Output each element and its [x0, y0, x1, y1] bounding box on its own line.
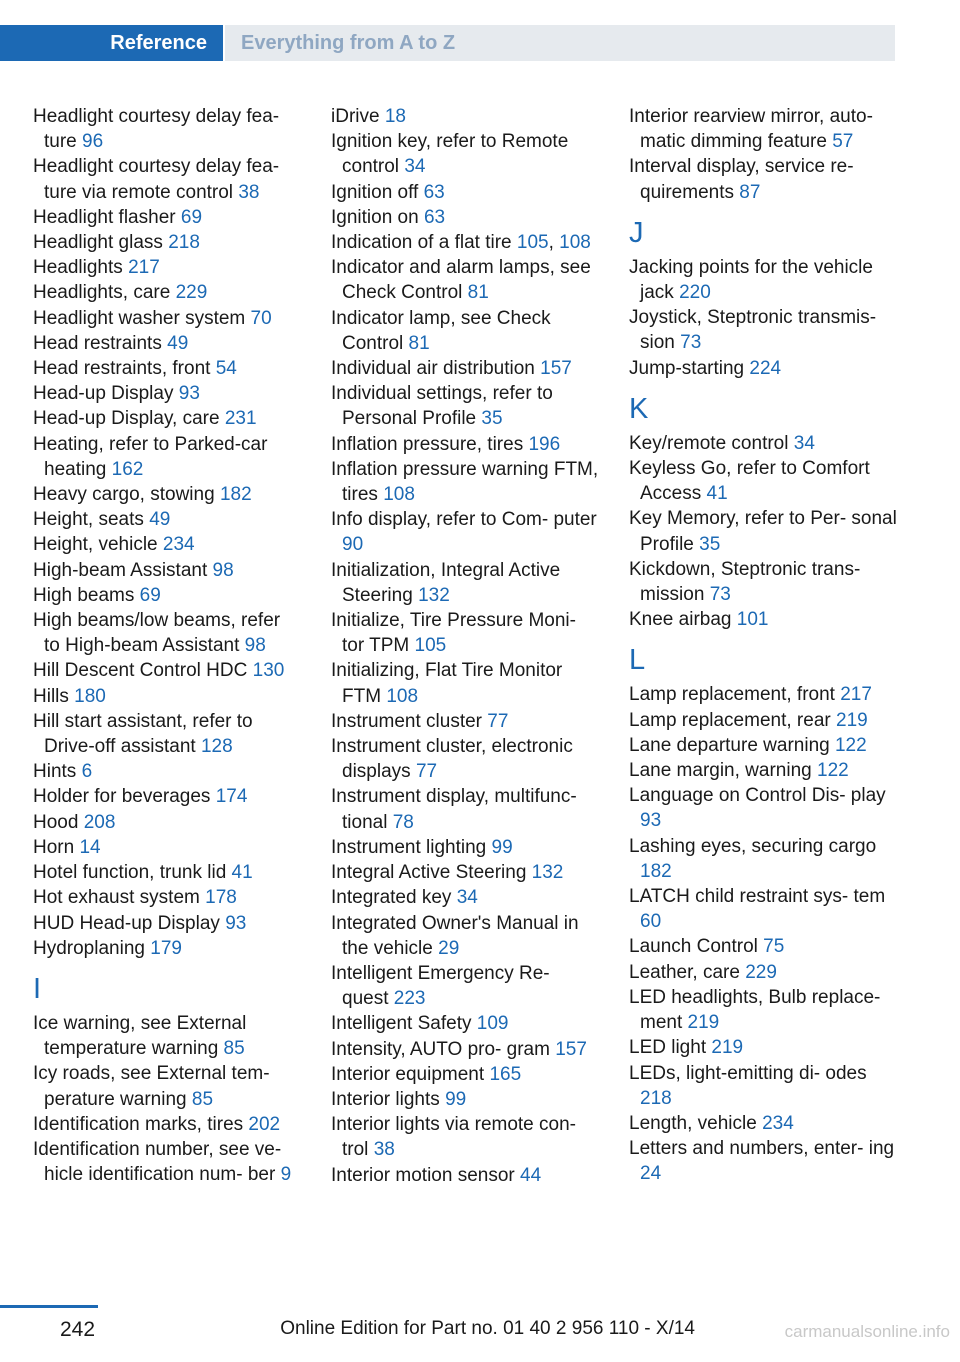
- index-entry: [331, 381, 599, 431]
- index-entry-text: Headlight glass: [33, 232, 163, 254]
- index-entry-text: Ignition off: [331, 181, 419, 203]
- page-link[interactable]: 24: [640, 1163, 662, 1185]
- index-entry: [331, 457, 599, 507]
- page-link[interactable]: 78: [392, 811, 414, 833]
- page-link[interactable]: 93: [225, 912, 247, 934]
- page-link[interactable]: 63: [423, 206, 446, 228]
- page-link[interactable]: 101: [736, 609, 769, 631]
- index-letter-heading: I: [33, 972, 42, 1005]
- page-link[interactable]: 108: [386, 685, 419, 707]
- index-entry: [629, 682, 897, 707]
- page-link[interactable]: 162: [111, 458, 144, 480]
- index-entry-text: Inflation pressure, tires: [331, 433, 524, 455]
- index-entry-text: Language on Control Dis- play: [629, 785, 886, 807]
- index-entry: [33, 1061, 301, 1111]
- index-entry: [331, 205, 599, 230]
- page-link[interactable]: 85: [191, 1088, 214, 1110]
- page-link[interactable]: 57: [832, 131, 854, 153]
- page-link[interactable]: 182: [219, 484, 252, 506]
- index-entry-text: LED headlights, Bulb replace- ment: [629, 986, 881, 1034]
- index-entry-text: Heating, refer to Parked-car heating: [33, 433, 268, 480]
- index-entry-text: Intelligent Safety: [331, 1013, 472, 1035]
- page-link[interactable]: 218: [640, 1087, 672, 1109]
- index-entry-text: Hotel function, trunk lid: [33, 862, 227, 884]
- index-entry-text: Instrument cluster: [331, 710, 482, 732]
- index-entry-text: Instrument display, multifunc- tional: [331, 786, 577, 833]
- index-entry-text: Keyless Go, refer to Comfort Access: [629, 458, 870, 505]
- index-entry-text: Height, seats: [33, 509, 144, 531]
- index-entry-text: Hydroplaning: [33, 937, 145, 959]
- index-entry: [629, 1136, 897, 1186]
- index-entry: [629, 154, 897, 204]
- index-column-3: [629, 104, 897, 1187]
- page-link[interactable]: 108: [559, 232, 591, 254]
- index-entry: [331, 356, 599, 381]
- page-link[interactable]: 77: [487, 710, 509, 732]
- index-entry-text: iDrive: [331, 106, 380, 127]
- index-entry: [331, 306, 599, 356]
- index-entry: [33, 835, 301, 860]
- index-entry: [33, 885, 301, 910]
- page-link[interactable]: 35: [481, 408, 503, 430]
- index-entry-text: Jacking points for the vehicle jack: [629, 256, 873, 304]
- page-link[interactable]: 128: [200, 736, 233, 758]
- index-entry-text: Intensity, AUTO pro- gram: [331, 1038, 550, 1060]
- index-entry-text: Interior lights via remote con- trol: [331, 1114, 576, 1161]
- page-link[interactable]: 105: [414, 635, 447, 657]
- index-entry-text: Heavy cargo, stowing: [33, 484, 215, 506]
- index-entry: [629, 104, 897, 154]
- index-entry-text: Holder for beverages: [33, 786, 211, 808]
- page-link[interactable]: 219: [687, 1012, 720, 1034]
- footer-rule: [0, 1305, 98, 1308]
- page-link[interactable]: 218: [168, 232, 200, 254]
- page-link[interactable]: 178: [205, 887, 237, 909]
- page-link[interactable]: 234: [162, 534, 195, 556]
- page-link[interactable]: 29: [438, 937, 460, 959]
- index-entry: [33, 1011, 301, 1061]
- page-link[interactable]: 41: [706, 483, 728, 505]
- index-entry: [629, 960, 897, 985]
- page-link[interactable]: 220: [679, 282, 711, 304]
- index-entry-text: Ignition key, refer to Remote control: [331, 131, 569, 178]
- page-link[interactable]: 132: [418, 584, 450, 606]
- index-entry: [33, 255, 301, 280]
- page-link[interactable]: 69: [139, 584, 161, 606]
- index-entry-text: Hills: [33, 685, 69, 707]
- index-entry: [33, 1112, 301, 1137]
- index-entry-text: Lashing eyes, securing cargo: [629, 835, 877, 857]
- index-entry: [331, 1011, 599, 1036]
- page-link[interactable]: 105: [516, 232, 549, 254]
- index-entry: [629, 708, 897, 733]
- edition-note: Online Edition for Part no. 01 40 2 956 110 - X/14: [280, 1318, 695, 1339]
- page-link[interactable]: 63: [423, 181, 445, 203]
- index-entry-text: High beams: [33, 584, 135, 606]
- page-link[interactable]: 122: [834, 734, 867, 756]
- index-entry: [331, 608, 599, 658]
- index-entry-text: Intelligent Emergency Re- quest: [331, 962, 550, 1010]
- index-entry: [331, 1163, 599, 1188]
- index-entry: [629, 758, 897, 783]
- header-bar: [0, 25, 895, 61]
- index-column-1: [33, 104, 301, 1187]
- index-entry-text: Lane margin, warning: [629, 760, 812, 782]
- page-link[interactable]: 196: [528, 433, 561, 455]
- index-entry-text: Lamp replacement, front: [629, 684, 835, 706]
- index-entry: [629, 356, 897, 381]
- index-entry: [331, 104, 599, 129]
- page-link[interactable]: 81: [408, 332, 430, 354]
- index-entry-text: Interior equipment: [331, 1063, 485, 1085]
- page-link[interactable]: 223: [393, 988, 426, 1010]
- index-entry-text: Integrated Owner's Manual in the vehicle: [331, 912, 579, 959]
- index-entry: [331, 180, 599, 205]
- index-entry-text: Hood: [33, 811, 79, 833]
- index-entry: [33, 532, 301, 557]
- index-entry-text: Interval display, service re- quirements: [629, 156, 854, 203]
- page-link[interactable]: 217: [840, 684, 872, 706]
- index-entry-text: Lane departure warning: [629, 734, 830, 756]
- page-link[interactable]: 219: [836, 709, 868, 731]
- index-entry: [33, 759, 301, 784]
- index-entry-text: Hill Descent Control HDC: [33, 660, 248, 682]
- index-entry: [629, 305, 897, 355]
- index-entry-text: Horn: [33, 836, 75, 858]
- index-entry: [629, 884, 897, 934]
- index-entry-text: Identification number, see ve- hicle identification num- ber: [33, 1138, 282, 1186]
- index-entry-text: Headlight courtesy delay fea- ture via remote control: [33, 156, 280, 203]
- page-link[interactable]: 49: [149, 509, 171, 531]
- page-link[interactable]: 231: [224, 408, 257, 430]
- index-entry: [629, 456, 897, 506]
- page-link[interactable]: 34: [404, 156, 426, 178]
- page-link[interactable]: 93: [178, 383, 200, 405]
- index-entry: [33, 608, 301, 658]
- index-entry: [331, 129, 599, 179]
- page-link[interactable]: 14: [79, 836, 101, 858]
- index-entry: [33, 482, 301, 507]
- index-entry: [33, 406, 301, 431]
- index-entry-text: Hill start assistant, refer to Drive-off assistant: [33, 710, 253, 758]
- index-entry: [331, 230, 599, 255]
- page-link[interactable]: 219: [711, 1037, 744, 1059]
- page-link[interactable]: 130: [252, 660, 285, 682]
- page-link[interactable]: 229: [175, 282, 208, 304]
- index-entry-text: Instrument lighting: [331, 836, 487, 858]
- watermark: carmanualsonline.info: [784, 1322, 950, 1341]
- index-entry-text: Hot exhaust system: [33, 887, 200, 909]
- page-link[interactable]: 98: [212, 559, 234, 581]
- page-link[interactable]: 229: [745, 961, 777, 983]
- index-entry: [33, 104, 301, 154]
- index-entry-text: Knee airbag: [629, 609, 732, 631]
- page-link[interactable]: 41: [231, 862, 253, 884]
- index-entry-text: Integral Active Steering: [331, 862, 527, 884]
- index-entry: [629, 557, 897, 607]
- index-entry-text: Head-up Display: [33, 383, 174, 405]
- page-link[interactable]: 18: [384, 106, 406, 127]
- index-letter-heading: J: [629, 216, 644, 249]
- index-entry: [331, 961, 599, 1011]
- page-link[interactable]: 132: [531, 862, 564, 884]
- index-entry-text: Inflation pressure warning FTM, tires: [331, 458, 599, 506]
- page-separator: ,: [548, 232, 560, 254]
- page-link[interactable]: 34: [793, 432, 815, 454]
- index-entry-text: Initialize, Tire Pressure Moni- tor TPM: [331, 610, 576, 657]
- page-link[interactable]: 96: [82, 131, 104, 153]
- page-link[interactable]: 35: [699, 533, 721, 555]
- index-entry-text: Jump-starting: [629, 357, 745, 379]
- index-entry-text: Initialization, Integral Active Steering: [331, 559, 561, 606]
- index-entry: [629, 834, 897, 884]
- page-link[interactable]: 49: [167, 332, 189, 354]
- index-entry-text: Ice warning, see External temperature warning: [33, 1012, 247, 1060]
- page-link[interactable]: 60: [640, 911, 662, 933]
- index-entry-text: HUD Head-up Display: [33, 912, 220, 934]
- index-entry-text: Headlights, care: [33, 282, 171, 304]
- index-entry: [33, 306, 301, 331]
- index-entry: [331, 507, 599, 557]
- index-entry-text: Ignition on: [331, 206, 419, 228]
- page-link[interactable]: 165: [489, 1063, 522, 1085]
- index-entry: [33, 784, 301, 809]
- index-entry: [331, 432, 599, 457]
- page-link[interactable]: 99: [491, 836, 513, 858]
- index-entry-text: Headlights: [33, 257, 123, 279]
- page-link[interactable]: 234: [762, 1112, 794, 1134]
- page-link[interactable]: 54: [215, 358, 237, 380]
- index-entry-text: Headlight courtesy delay fea- ture: [33, 106, 280, 153]
- index-entry-text: Interior motion sensor: [331, 1164, 515, 1186]
- index-entry: [331, 885, 599, 910]
- page-link[interactable]: 157: [540, 358, 572, 380]
- page-link[interactable]: 34: [456, 887, 478, 909]
- page-link[interactable]: 174: [215, 786, 248, 808]
- index-entry: [331, 1062, 599, 1087]
- index-entry-text: Headlight flasher: [33, 206, 176, 228]
- page-link[interactable]: 73: [680, 332, 702, 354]
- page-number: 242: [60, 1318, 96, 1341]
- index-entry-text: Hints: [33, 761, 77, 783]
- index-entry: [33, 507, 301, 532]
- index-entry-text: LEDs, light-emitting di- odes: [629, 1062, 867, 1084]
- page-link[interactable]: 180: [74, 685, 106, 707]
- page-link[interactable]: 81: [467, 282, 489, 304]
- index-entry: [331, 658, 599, 708]
- page-link[interactable]: 38: [373, 1139, 395, 1161]
- page-link[interactable]: 85: [223, 1038, 245, 1060]
- page-link[interactable]: 90: [342, 534, 364, 556]
- index-entry-text: High beams/low beams, refer to High-beam Assistant: [33, 610, 281, 657]
- index-entry-text: Instrument cluster, electronic displays: [331, 736, 573, 783]
- index-entry-text: Key/remote control: [629, 432, 789, 454]
- index-entry: [331, 709, 599, 734]
- page-link[interactable]: 93: [640, 810, 662, 832]
- page-link[interactable]: 208: [83, 811, 116, 833]
- index-entry: [629, 783, 897, 833]
- index-entry-text: Launch Control: [629, 936, 758, 958]
- subsection-tab[interactable]: Everything from A to Z: [225, 25, 895, 61]
- page-link[interactable]: 202: [248, 1113, 281, 1135]
- index-entry-text: Interior lights: [331, 1088, 440, 1110]
- index-entry-text: Length, vehicle: [629, 1112, 757, 1134]
- index-entry-text: Indicator lamp, see Check Control: [331, 307, 551, 354]
- index-entry: [629, 255, 897, 305]
- index-entry: [629, 733, 897, 758]
- index-letter-heading: K: [629, 392, 649, 425]
- page-link[interactable]: 179: [150, 937, 182, 959]
- page-link[interactable]: 73: [709, 584, 731, 606]
- page-link[interactable]: 44: [520, 1164, 542, 1186]
- index-entry: [33, 205, 301, 230]
- index-entry: [331, 1112, 599, 1162]
- index-entry-text: Individual air distribution: [331, 358, 535, 380]
- index-entry-text: Head-up Display, care: [33, 408, 220, 430]
- index-entry-text: Height, vehicle: [33, 534, 158, 556]
- section-tab[interactable]: Reference: [0, 25, 223, 61]
- index-entry-text: Head restraints, front: [33, 358, 211, 380]
- index-entry: [331, 860, 599, 885]
- page-link[interactable]: 6: [81, 761, 93, 783]
- page-link[interactable]: 182: [640, 860, 672, 882]
- index-entry-text: Letters and numbers, enter- ing: [629, 1138, 895, 1160]
- index-entry: [33, 331, 301, 356]
- index-entry: [33, 583, 301, 608]
- index-entry: [33, 658, 301, 683]
- index-entry-text: Initializing, Flat Tire Monitor FTM: [331, 660, 563, 707]
- index-entry-text: Joystick, Steptronic transmis- sion: [629, 307, 877, 354]
- index-entry: [33, 230, 301, 255]
- index-entry: [331, 1087, 599, 1112]
- index-entry-text: Identification marks, tires: [33, 1113, 244, 1135]
- index-entry-text: LED light: [629, 1037, 707, 1059]
- index-entry: [33, 154, 301, 204]
- index-entry: [33, 558, 301, 583]
- index-entry: [33, 356, 301, 381]
- index-entry: [331, 911, 599, 961]
- page-link[interactable]: 75: [763, 936, 785, 958]
- index-entry-text: LATCH child restraint sys- tem: [629, 886, 886, 908]
- index-entry: [33, 911, 301, 936]
- page-link[interactable]: 77: [415, 761, 438, 783]
- index-entry: [629, 934, 897, 959]
- page-link[interactable]: 217: [128, 257, 160, 279]
- index-entry-text: High-beam Assistant: [33, 559, 208, 581]
- index-entry: [33, 810, 301, 835]
- index-entry-text: Integrated key: [331, 887, 452, 909]
- index-letter-heading: L: [629, 644, 646, 677]
- page-link[interactable]: 224: [749, 357, 782, 379]
- index-entry: [331, 784, 599, 834]
- index-entry-text: Individual settings, refer to Personal Profile: [331, 383, 553, 430]
- index-entry: [33, 1137, 301, 1187]
- index-entry: [629, 506, 897, 556]
- index-column-2: [331, 104, 599, 1188]
- index-entry: [331, 734, 599, 784]
- index-entry: [331, 835, 599, 860]
- index-entry-text: Leather, care: [629, 961, 740, 983]
- index-entry: [629, 431, 897, 456]
- index-entry-text: Indicator and alarm lamps, see Check Control: [331, 257, 591, 304]
- index-entry-text: Info display, refer to Com- puter: [331, 509, 597, 531]
- index-entry: [331, 255, 599, 305]
- index-entry-text: Head restraints: [33, 332, 162, 354]
- index-entry: [33, 709, 301, 759]
- page-link[interactable]: 122: [817, 760, 849, 782]
- page-link[interactable]: 38: [238, 181, 260, 203]
- index-entry: [33, 432, 301, 482]
- index-entry: [33, 684, 301, 709]
- index-entry-text: Interior rearview mirror, auto- matic dimming feature: [629, 106, 873, 153]
- index-entry: [629, 1111, 897, 1136]
- page-link[interactable]: 99: [445, 1088, 467, 1110]
- index-entry: [33, 381, 301, 406]
- page-link[interactable]: 9: [280, 1164, 292, 1186]
- page-link[interactable]: 69: [180, 206, 203, 228]
- index-entry-text: Icy roads, see External tem- perature warning: [33, 1063, 270, 1110]
- index-entry-text: Lamp replacement, rear: [629, 709, 831, 731]
- index-entry: [629, 985, 897, 1035]
- page-link[interactable]: 109: [476, 1013, 509, 1035]
- index-entry-text: Indication of a flat tire: [331, 232, 512, 254]
- index-entry: [629, 1035, 897, 1060]
- page-link[interactable]: 157: [555, 1038, 587, 1060]
- page-link[interactable]: 70: [250, 307, 272, 329]
- index-entry-text: Key Memory, refer to Per- sonal Profile: [629, 508, 897, 555]
- page-link[interactable]: 87: [739, 181, 761, 203]
- index-entry: [33, 936, 301, 961]
- index-entry: [629, 1061, 897, 1111]
- index-entry-text: Headlight washer system: [33, 307, 246, 329]
- page-link[interactable]: 108: [383, 484, 415, 506]
- index-entry-text: Kickdown, Steptronic trans- mission: [629, 558, 861, 606]
- index-entry: [331, 558, 599, 608]
- index-entry: [331, 1037, 599, 1062]
- index-entry: [33, 280, 301, 305]
- index-entry: [629, 607, 897, 632]
- index-entry: [33, 860, 301, 885]
- page-link[interactable]: 98: [244, 635, 266, 657]
